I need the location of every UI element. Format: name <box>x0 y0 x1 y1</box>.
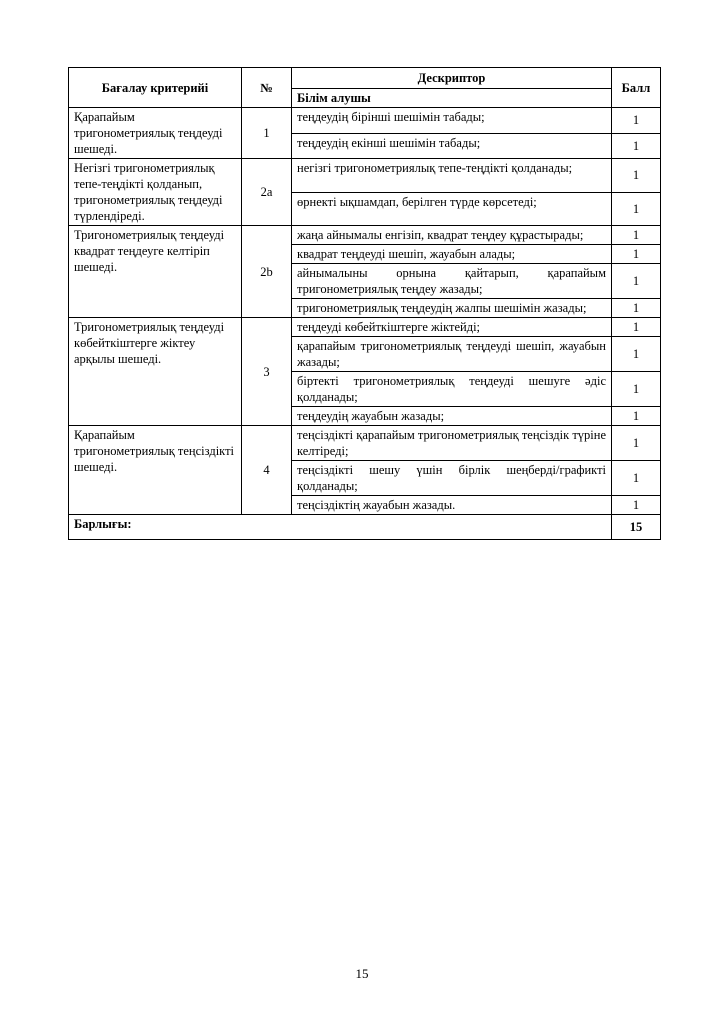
score-cell: 1 <box>612 264 661 299</box>
score-cell: 1 <box>612 461 661 496</box>
task-number-cell: 1 <box>242 108 292 159</box>
table-row <box>69 159 661 193</box>
score-cell: 1 <box>612 108 661 134</box>
task-number-cell: 2b <box>242 226 292 318</box>
descriptor-cell: теңсіздіктің жауабын жазады. <box>292 496 612 515</box>
descriptor-cell: негізгі тригонометриялық тепе-теңдікті қолданады; <box>292 159 612 193</box>
table-row <box>69 318 661 337</box>
score-cell: 1 <box>612 245 661 264</box>
descriptor-cell: теңсіздікті қарапайым тригонометриялық теңсіздік түріне келтіреді; <box>292 426 612 461</box>
header-number: № <box>242 68 292 108</box>
score-cell: 1 <box>612 133 661 159</box>
descriptor-cell: тригонометриялық теңдеудің жалпы шешімін жазады; <box>292 299 612 318</box>
descriptor-cell: теңдеудің екінші шешімін табады; <box>292 133 612 159</box>
descriptor-cell: біртекті тригонометриялық теңдеуді шешуге әдіс қолданады; <box>292 372 612 407</box>
task-number-cell: 3 <box>242 318 292 426</box>
descriptor-cell: өрнекті ықшамдап, берілген түрде көрсетеді; <box>292 192 612 226</box>
score-cell: 1 <box>612 192 661 226</box>
score-cell: 1 <box>612 226 661 245</box>
criteria-cell: Қарапайым тригонометриялық теңсіздікті шешеді. <box>69 426 242 515</box>
page-number: 15 <box>355 966 369 981</box>
score-cell: 1 <box>612 337 661 372</box>
descriptor-cell: теңдеудің бірінші шешімін табады; <box>292 108 612 134</box>
score-cell: 1 <box>612 407 661 426</box>
descriptor-cell: теңдеуді көбейткіштерге жіктейді; <box>292 318 612 337</box>
criteria-cell: Негізгі тригонометриялық тепе-теңдікті қолданып, тригонометриялық теңдеуді түрлендіреді. <box>69 159 242 226</box>
descriptor-cell: қарапайым тригонометриялық теңдеуді шешіп, жауабын жазады; <box>292 337 612 372</box>
table-row <box>69 226 661 245</box>
score-cell: 1 <box>612 318 661 337</box>
score-cell: 1 <box>612 426 661 461</box>
criteria-cell: Тригонометриялық теңдеуді көбейткіштерге жіктеу арқылы шешеді. <box>69 318 242 426</box>
header-score: Балл <box>612 68 661 108</box>
descriptor-cell: теңсіздікті шешу үшін бірлік шеңберді/графикті қолданады; <box>292 461 612 496</box>
criteria-cell: Тригонометриялық теңдеуді квадрат теңдеуге келтіріп шешеді. <box>69 226 242 318</box>
total-score: 15 <box>612 515 661 540</box>
descriptor-cell: жаңа айнымалы енгізіп, квадрат теңдеу құрастырады; <box>292 226 612 245</box>
descriptor-cell: квадрат теңдеуді шешіп, жауабын алады; <box>292 245 612 264</box>
header-criteria: Бағалау критерийі <box>69 68 242 108</box>
criteria-cell: Қарапайым тригонометриялық теңдеуді шешеді. <box>69 108 242 159</box>
task-number-cell: 2a <box>242 159 292 226</box>
descriptor-cell: теңдеудің жауабын жазады; <box>292 407 612 426</box>
table-row <box>69 426 661 461</box>
task-number-cell: 4 <box>242 426 292 515</box>
header-learner: Білім алушы <box>292 89 612 108</box>
rubric-body <box>69 108 661 515</box>
score-cell: 1 <box>612 372 661 407</box>
score-cell: 1 <box>612 496 661 515</box>
header-descriptor: Дескриптор <box>292 68 612 89</box>
descriptor-cell: айнымалыны орнына қайтарып, қарапайым тригонометриялық теңдеу жазады; <box>292 264 612 299</box>
score-cell: 1 <box>612 299 661 318</box>
rubric-table <box>68 67 661 540</box>
table-row <box>69 108 661 134</box>
total-label: Барлығы: <box>69 515 612 540</box>
score-cell: 1 <box>612 159 661 193</box>
